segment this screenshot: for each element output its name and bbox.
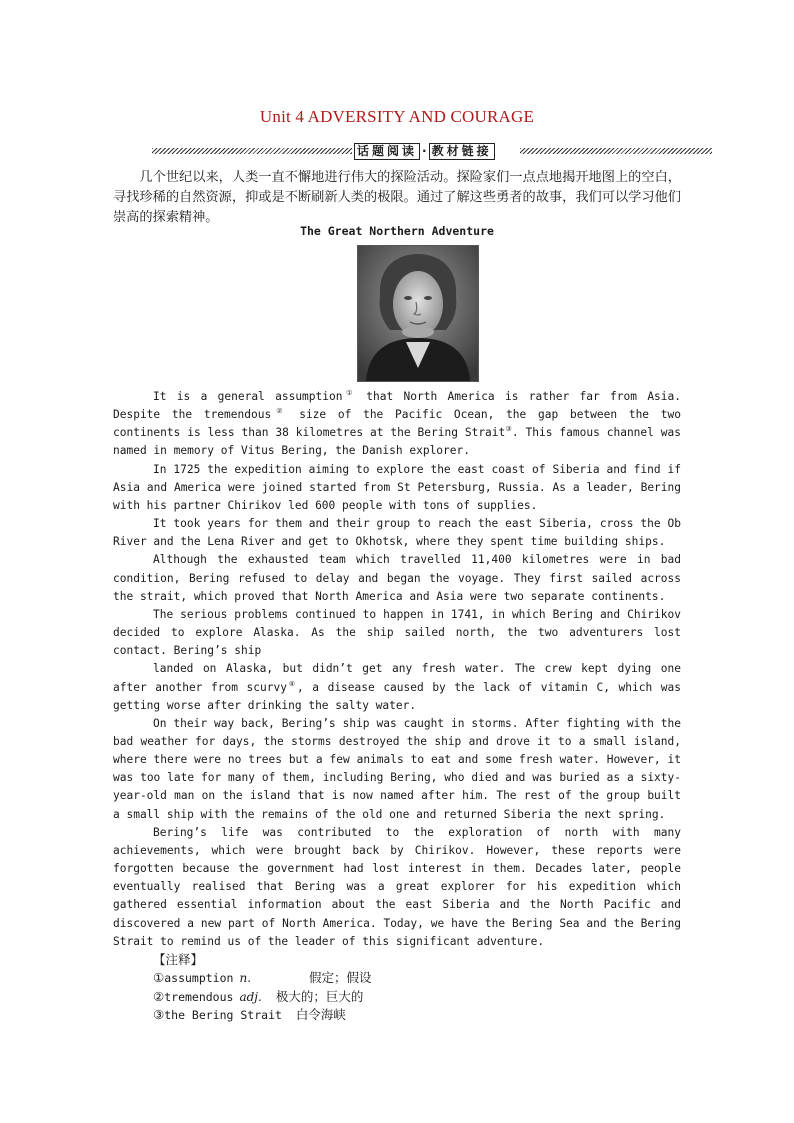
note-term: assumption [164, 971, 234, 986]
note-item [153, 988, 673, 1006]
note-number: ③ [153, 1006, 165, 1022]
footnote-mark-1: ① [342, 389, 356, 397]
note-term: the Bering Strait [164, 1007, 282, 1022]
paragraph-5: The serious problems continued to happen in 1741, in which Bering and Chirikov decided to explore Alaska. As the ship sailed north, the two adventurers lost contact. Bering’s ship [113, 607, 681, 658]
banner-separator: · [422, 144, 427, 158]
unit-title: Unit 4 ADVERSITY AND COURAGE [259, 107, 535, 126]
notes-section [153, 951, 673, 1024]
p6-text-a: landed on Alaska, but didn’t get any fresh water. The crew kept dying one after another from scurvy [113, 662, 681, 694]
section-banner [152, 142, 712, 160]
note-meaning: 假定；假设 [309, 970, 372, 986]
note-meaning: 极大的；巨大的 [275, 988, 364, 1004]
banner-stripe-left [152, 148, 352, 154]
article-title: The Great Northern Adventure [300, 224, 494, 238]
banner-label [354, 142, 495, 160]
note-item [153, 1006, 673, 1024]
p1-text-d: . This famous channel was named in memory of Vitus Bering, the Danish explorer. [113, 426, 682, 458]
note-term: tremendous [164, 989, 234, 1004]
footnote-mark-3: ③ [505, 425, 512, 434]
note-number: ② [153, 988, 165, 1004]
p6-text-b: , a disease caused by the lack of vitamin C, which was getting worse after drinking the salty water. [113, 680, 682, 712]
note-part-of-speech: adj. [239, 989, 262, 1004]
paragraph-2: In 1725 the expedition aiming to explore the east coast of Siberia and find if Asia and America were joined started from St Petersburg, Russia. As a leader, Bering with his partner Chirikov led 600 people with tons of supplies. [113, 462, 681, 512]
banner-topic-reading: 话题阅读 [354, 143, 420, 160]
note-part-of-speech: n. [239, 971, 252, 986]
article-body [113, 388, 681, 951]
banner-stripe-right [520, 148, 712, 154]
banner-textbook-link: 教材链接 [429, 143, 495, 160]
note-number: ① [153, 970, 165, 986]
paragraph-3: It took years for them and their group to reach the east Siberia, cross the Ob River and the Lena River and get to Okhotsk, where they spent time building ships. [113, 517, 681, 549]
p1-text-a: It is a general assumption [153, 390, 343, 403]
paragraph-4: Although the exhausted team which travelled 11,400 kilometres were in bad condition, Bering refused to delay and began the voyage. They first sailed across the strait, which proved that North America and Asia were two separate continents. [113, 553, 681, 603]
note-item [153, 969, 673, 987]
note-meaning: 白令海峡 [295, 1006, 346, 1022]
paragraph-8: Bering’s life was contributed to the exploration of north with many achievements, which were brought back by Chirikov. However, these reports were forgotten because the government had lost interest in them. Decades later, people eventually realised that Bering was a great explorer for his expedition which gathered essential information about the east Siberia and the North Pacific and discovered a new part of North America. Today, we have the Bering Sea and the Bering Strait to remind us of the leader of this significant adventure. [113, 825, 681, 948]
footnote-mark-2: ② [271, 407, 288, 416]
p1-text-c: size of the Pacific Ocean, the gap between the two continents is less than 38 kilometres at the Bering Strait [113, 408, 681, 440]
p1-text-b: that North America is rather far from Asia. Despite the tremendous [113, 390, 681, 422]
paragraph-7: On their way back, Bering’s ship was caught in storms. After fighting with the bad weather for days, the storms destroyed the ship and drove it to a small island, where there were no trees but a few animals to eat and some fresh water. However, it was too late for many of them, including Bering, who died and was buried as a sixty-year-old man on the island that is now named after him. The rest of the group built a small ship with the remains of the old one and returned Siberia the next spring. [113, 716, 681, 821]
notes-header: 【注释】 [153, 952, 204, 967]
portrait-image [357, 245, 479, 382]
paragraph-1 [113, 388, 681, 461]
intro-paragraph: 几个世纪以来，人类一直不懈地进行伟大的探险活动。探险家们一点点地揭开地图上的空白，寻找珍稀的自然资源，抑或是不断刷新人类的极限。通过了解这些勇者的故事，我们可以学习他们崇高的探索精神。 [113, 170, 681, 225]
paragraph-6 [113, 660, 681, 714]
footnote-mark-4: ④ [286, 679, 297, 688]
